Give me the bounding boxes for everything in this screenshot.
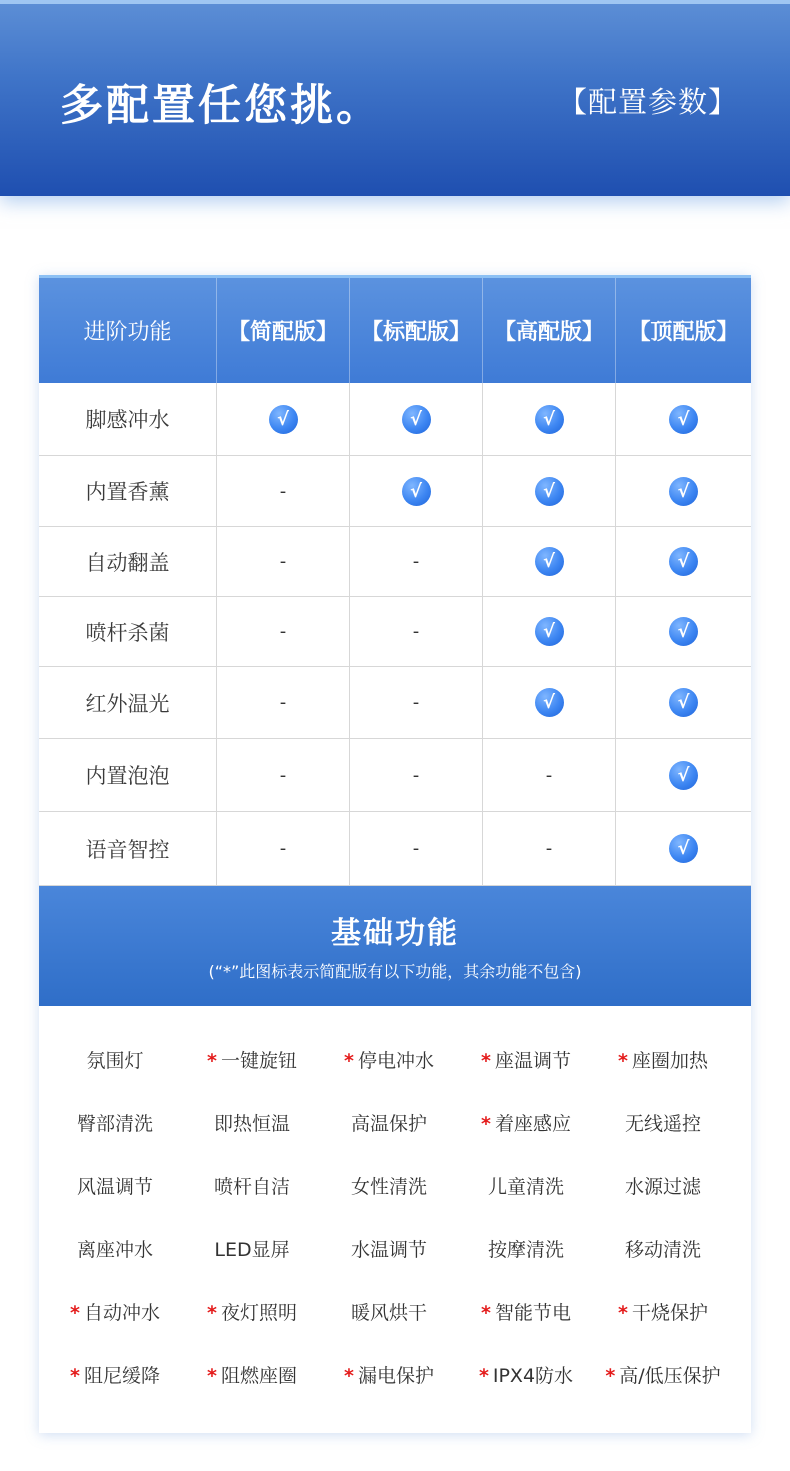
basic-feature-item <box>181 1046 323 1073</box>
dash-icon: - <box>412 621 420 642</box>
header-banner <box>0 0 790 196</box>
basic-feature-item <box>592 1235 734 1262</box>
star-icon: * <box>481 1302 491 1324</box>
basic-feature-item <box>592 1361 734 1388</box>
basic-feature-item <box>455 1172 597 1199</box>
banner-title: 多配置任您挑。 <box>60 81 382 131</box>
star-icon: * <box>481 1113 491 1135</box>
header-version-3: 【高配版】 <box>483 278 616 383</box>
basic-feature-label: 干烧保护 <box>631 1302 708 1324</box>
table-row <box>39 527 751 597</box>
availability-cell <box>616 527 751 596</box>
basic-feature-label: 漏电保护 <box>357 1365 434 1387</box>
basic-feature-label: 一键旋钮 <box>220 1050 297 1072</box>
check-icon: √ <box>669 547 698 576</box>
check-icon: √ <box>402 405 431 434</box>
basic-feature-item <box>44 1109 186 1136</box>
basic-feature-item <box>181 1109 323 1136</box>
star-icon: * <box>207 1302 217 1324</box>
basic-feature-label: 即热恒温 <box>213 1113 290 1135</box>
feature-name: 自动翻盖 <box>39 527 217 596</box>
basic-feature-item <box>44 1235 186 1262</box>
header-version-4: 【顶配版】 <box>628 320 739 345</box>
table-row <box>39 812 751 886</box>
star-icon: * <box>618 1050 628 1072</box>
table-row <box>39 667 751 739</box>
availability-cell <box>350 739 483 811</box>
feature-name: 喷杆杀菌 <box>39 597 217 666</box>
basic-feature-label: 臀部清洗 <box>76 1113 153 1135</box>
feature-name: 内置香薰 <box>39 456 217 526</box>
availability-cell <box>616 597 751 666</box>
table-row <box>39 597 751 667</box>
availability-cell <box>616 667 751 738</box>
availability-cell <box>217 383 350 455</box>
check-icon: √ <box>535 547 564 576</box>
dash-icon: - <box>412 551 420 572</box>
check-icon: √ <box>402 477 431 506</box>
basic-feature-item <box>44 1361 186 1388</box>
basic-feature-label: 女性清洗 <box>350 1176 427 1198</box>
basic-feature-item <box>455 1046 597 1073</box>
availability-cell <box>217 812 350 885</box>
basic-feature-label: 按摩清洗 <box>487 1239 564 1261</box>
feature-name: 内置泡泡 <box>39 739 217 811</box>
basic-section-header <box>39 886 751 1006</box>
dash-icon: - <box>545 838 553 859</box>
basic-feature-item <box>318 1109 460 1136</box>
basic-section-note: (“*”此图标表示简配版有以下功能，其余功能不包含) <box>208 962 582 981</box>
star-icon: * <box>344 1050 354 1072</box>
availability-cell <box>217 597 350 666</box>
availability-cell <box>483 667 616 738</box>
basic-feature-item <box>181 1172 323 1199</box>
basic-feature-item <box>181 1298 323 1325</box>
feature-name: 脚感冲水 <box>39 383 217 455</box>
basic-feature-item <box>455 1235 597 1262</box>
basic-feature-label: 水温调节 <box>350 1239 427 1261</box>
check-icon: √ <box>669 477 698 506</box>
check-icon: √ <box>669 688 698 717</box>
dash-icon: - <box>279 838 287 859</box>
availability-cell <box>217 667 350 738</box>
dash-icon: - <box>279 480 287 502</box>
basic-feature-label: 离座冲水 <box>76 1239 153 1261</box>
check-icon: √ <box>669 834 698 863</box>
availability-cell <box>217 527 350 596</box>
banner-tag: 【配置参数】 <box>557 85 738 119</box>
basic-feature-label: 自动冲水 <box>83 1302 160 1324</box>
star-icon: * <box>70 1302 80 1324</box>
basic-feature-item <box>318 1361 460 1388</box>
dash-icon: - <box>279 692 287 713</box>
check-icon: √ <box>669 761 698 790</box>
availability-cell <box>350 456 483 526</box>
basic-feature-label: 无线遥控 <box>624 1113 701 1135</box>
basic-feature-item <box>318 1235 460 1262</box>
table-row <box>39 383 751 456</box>
dash-icon: - <box>279 621 287 642</box>
basic-feature-item <box>318 1046 460 1073</box>
header-version-2: 【标配版】 <box>350 278 483 383</box>
basic-feature-label: 智能节电 <box>494 1302 571 1324</box>
availability-cell <box>350 527 483 596</box>
basic-feature-label: LED显屏 <box>214 1239 290 1261</box>
availability-cell <box>483 527 616 596</box>
dash-icon: - <box>545 764 553 786</box>
header-version-1: 【简配版】 <box>217 278 350 383</box>
spec-card <box>39 275 751 1433</box>
basic-feature-label: 夜灯照明 <box>220 1302 297 1324</box>
basic-feature-label: 座温调节 <box>494 1050 571 1072</box>
basic-feature-label: 阻尼缓降 <box>83 1365 160 1387</box>
basic-feature-item <box>592 1109 734 1136</box>
basic-feature-label: 水源过滤 <box>624 1176 701 1198</box>
basic-feature-label: 阻燃座圈 <box>220 1365 297 1387</box>
check-icon: √ <box>535 688 564 717</box>
availability-cell <box>483 456 616 526</box>
basic-feature-item <box>44 1298 186 1325</box>
star-icon: * <box>207 1365 217 1387</box>
basic-feature-label: 停电冲水 <box>357 1050 434 1072</box>
basic-feature-item <box>44 1046 186 1073</box>
basic-feature-item <box>455 1109 597 1136</box>
header-feature-column: 进阶功能 <box>39 278 217 383</box>
star-icon: * <box>478 1365 489 1387</box>
basic-feature-label: 儿童清洗 <box>487 1176 564 1198</box>
availability-cell <box>616 812 751 885</box>
feature-name: 语音智控 <box>39 812 217 885</box>
dash-icon: - <box>279 551 287 572</box>
basic-feature-label: 喷杆自洁 <box>213 1176 290 1198</box>
availability-cell <box>616 383 751 455</box>
availability-cell <box>350 597 483 666</box>
availability-cell <box>217 739 350 811</box>
star-icon: * <box>70 1365 80 1387</box>
availability-cell <box>350 383 483 455</box>
basic-section-title: 基础功能 <box>331 916 459 951</box>
dash-icon: - <box>412 692 420 713</box>
check-icon: √ <box>669 617 698 646</box>
basic-feature-item <box>455 1361 597 1388</box>
basic-feature-item <box>592 1298 734 1325</box>
star-icon: * <box>605 1365 616 1387</box>
dash-icon: - <box>279 764 287 786</box>
basic-feature-label: 高温保护 <box>350 1113 427 1135</box>
basic-feature-label: 氛围灯 <box>86 1050 144 1072</box>
availability-cell <box>350 812 483 885</box>
availability-cell <box>483 383 616 455</box>
feature-name: 红外温光 <box>39 667 217 738</box>
check-icon: √ <box>535 405 564 434</box>
availability-cell <box>217 456 350 526</box>
star-icon: * <box>344 1365 354 1387</box>
check-icon: √ <box>669 405 698 434</box>
star-icon: * <box>207 1050 217 1072</box>
basic-feature-item <box>318 1298 460 1325</box>
basic-feature-item <box>592 1172 734 1199</box>
basic-feature-label: 移动清洗 <box>624 1239 701 1261</box>
availability-cell <box>616 739 751 811</box>
basic-feature-item <box>592 1046 734 1073</box>
availability-cell <box>483 597 616 666</box>
basic-feature-label: 着座感应 <box>494 1113 571 1135</box>
basic-feature-item <box>455 1298 597 1325</box>
check-icon: √ <box>535 617 564 646</box>
check-icon: √ <box>269 405 298 434</box>
basic-feature-item <box>181 1235 323 1262</box>
basic-feature-item <box>318 1172 460 1199</box>
availability-cell <box>616 456 751 526</box>
check-icon: √ <box>535 477 564 506</box>
basic-feature-label: 座圈加热 <box>631 1050 708 1072</box>
star-icon: * <box>618 1302 628 1324</box>
availability-cell <box>350 667 483 738</box>
table-row <box>39 456 751 527</box>
basic-feature-item <box>44 1172 186 1199</box>
basic-feature-label: 高/低压保护 <box>619 1365 721 1387</box>
basic-feature-label: 暖风烘干 <box>350 1302 427 1324</box>
star-icon: * <box>481 1050 491 1072</box>
basic-feature-label: IPX4防水 <box>492 1365 574 1387</box>
table-header <box>39 275 751 383</box>
basic-feature-item <box>181 1361 323 1388</box>
basic-feature-label: 风温调节 <box>76 1176 153 1198</box>
table-row <box>39 739 751 812</box>
dash-icon: - <box>412 764 420 786</box>
availability-cell <box>483 739 616 811</box>
availability-cell <box>483 812 616 885</box>
dash-icon: - <box>412 838 420 859</box>
